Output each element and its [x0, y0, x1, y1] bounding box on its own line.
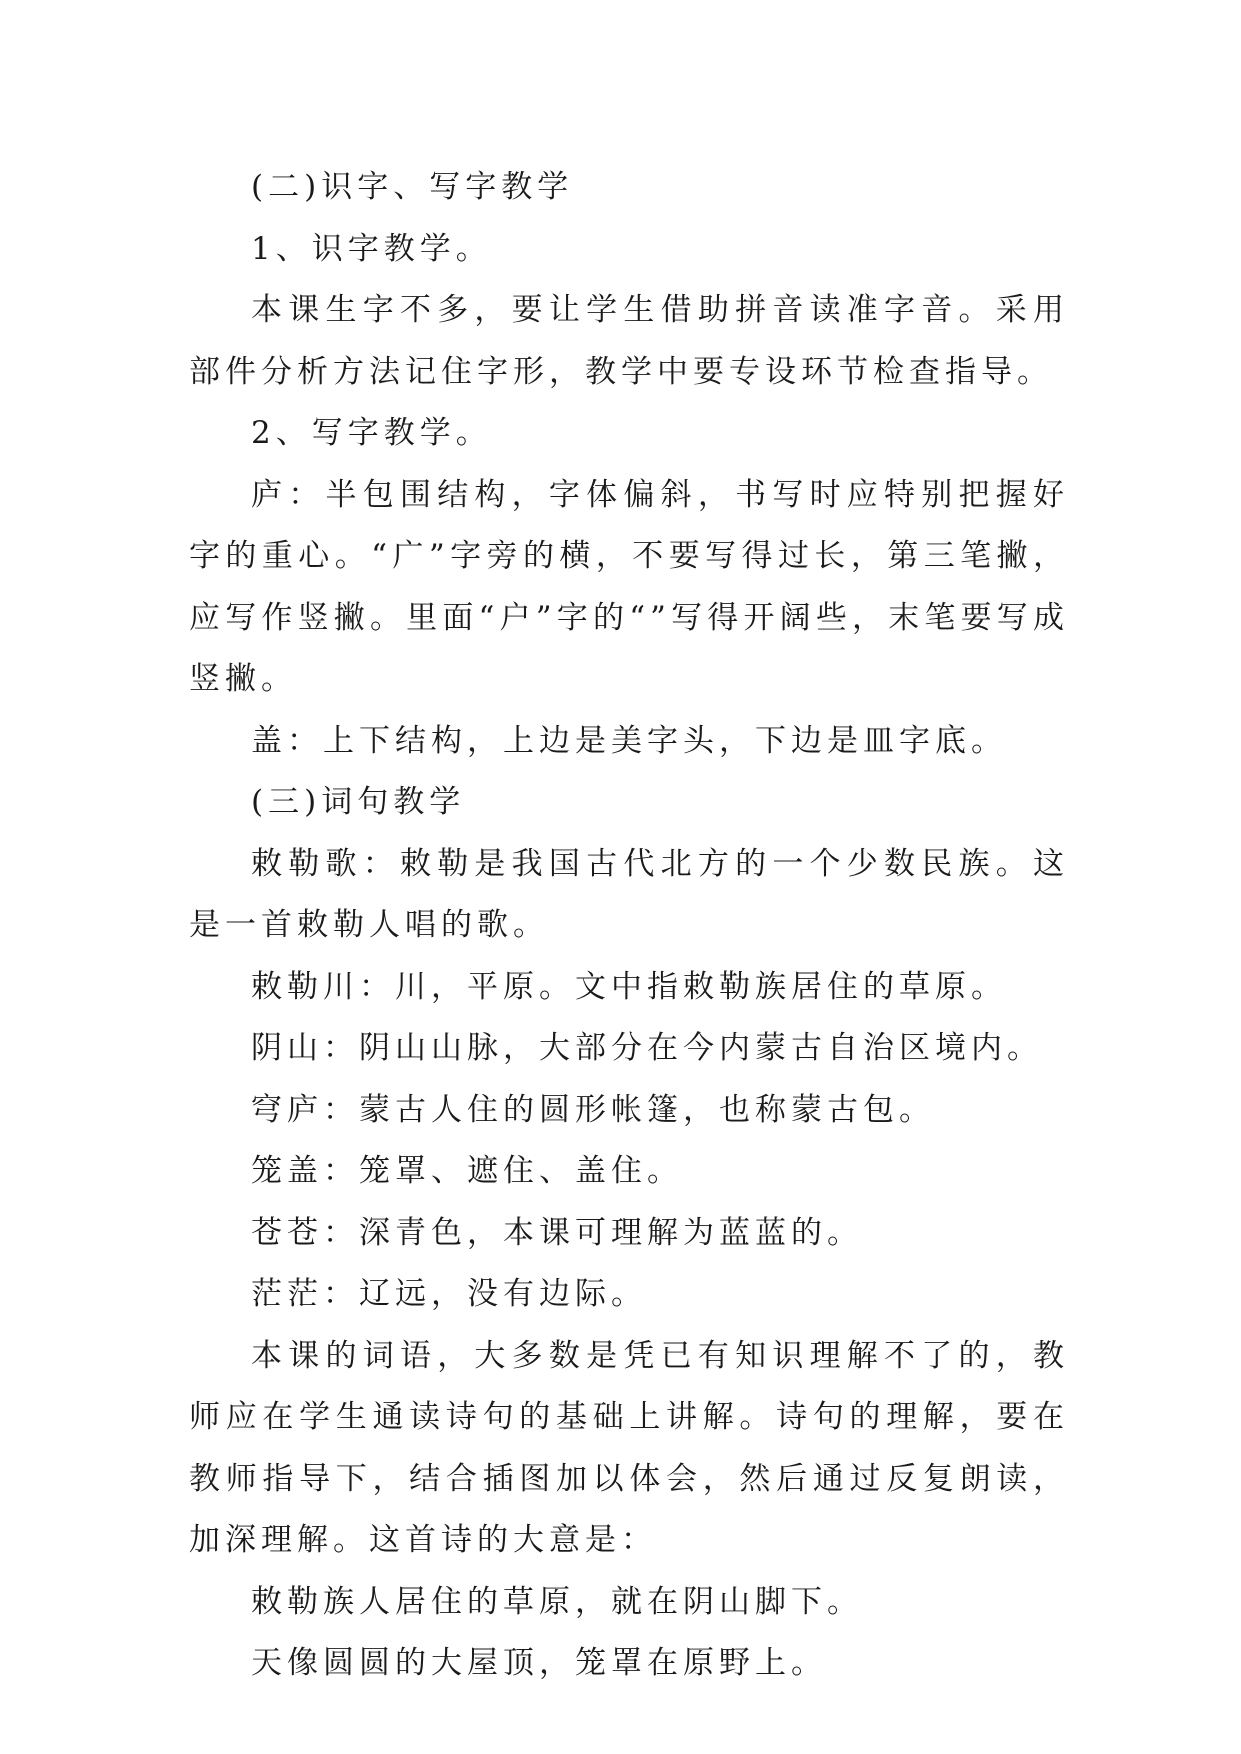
- paragraph-gai-character: 盖：上下结构，上边是美字头，下边是皿字底。: [251, 722, 1007, 759]
- gloss-cangcang: 苍苍：深青色，本课可理解为蓝蓝的。: [251, 1214, 863, 1251]
- poem-meaning-line-2: 天像圆圆的大屋顶，笼罩在原野上。: [251, 1645, 827, 1681]
- paragraph-teaching-guidance: 本课的词语，大多数是凭已有知识理解不了的，教师应在学生通读诗句的基础上讲解。诗句的理解，要在教师指导下，结合插图加以体会，然后通过反复朗读，加深理解。这首诗的大意是：: [189, 1337, 1069, 1558]
- gloss-qionglu: 穹庐：蒙古人住的圆形帐篷，也称蒙古包。: [251, 1091, 935, 1128]
- subheading-character-recognition: 1、识字教学。: [251, 230, 492, 267]
- gloss-chilechuan: 敕勒川：川，平原。文中指敕勒族居住的草原。: [251, 968, 1007, 1005]
- poem-meaning-line-1: 敕勒族人居住的草原，就在阴山脚下。: [251, 1583, 863, 1620]
- paragraph-recognition-method: 本课生字不多，要让学生借助拼音读准字音。采用部件分析方法记住字形，教学中要专设环节检查指导。: [189, 292, 1069, 390]
- section-heading-vocabulary: (三)词句教学: [251, 784, 466, 820]
- gloss-chilege: 敕勒歌：敕勒是我国古代北方的一个少数民族。这是一首敕勒人唱的歌。: [189, 845, 1069, 943]
- gloss-yinshan: 阴山：阴山山脉，大部分在今内蒙古自治区境内。: [251, 1030, 1043, 1066]
- document-body: [189, 157, 1069, 1695]
- subheading-writing: 2、写字教学。: [251, 415, 492, 451]
- section-heading-literacy: (二)识字、写字教学: [251, 169, 574, 205]
- gloss-longgai: 笼盖：笼罩、遮住、盖住。: [251, 1153, 683, 1189]
- paragraph-lu-character: 庐：半包围结构，字体偏斜，书写时应特别把握好字的重心。“广”字旁的横，不要写得过长，第三笔撇，应写作竖撇。里面“户”字的“”写得开阔些，末笔要写成竖撇。: [189, 476, 1069, 697]
- gloss-mangmang: 茫茫：辽远，没有边际。: [251, 1276, 647, 1312]
